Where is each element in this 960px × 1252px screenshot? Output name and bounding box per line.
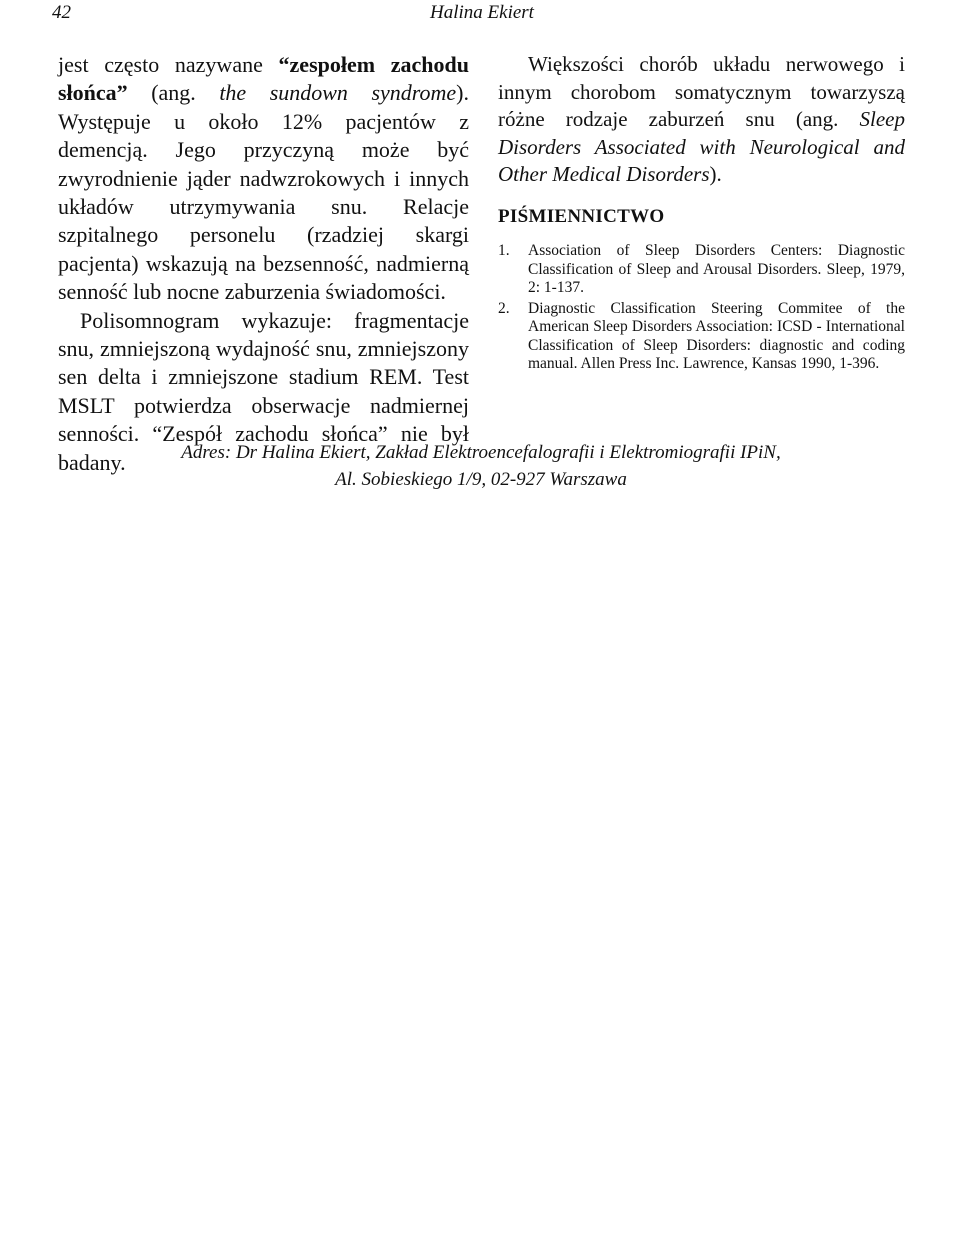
reference-number: 2. <box>498 299 510 317</box>
reference-item <box>498 300 905 374</box>
reference-number: 1. <box>498 242 510 259</box>
right-column <box>498 51 905 376</box>
text-span: jest często nazywane <box>58 52 279 77</box>
reference-list <box>498 242 905 374</box>
address-line-1: Adres: Dr Halina Ekiert, Zakład Elektroencefalografii i Elektromiografii IPiN, <box>181 442 781 463</box>
text-span: ). <box>709 162 722 186</box>
author-address <box>176 439 786 493</box>
address-line-2: Al. Sobieskiego 1/9, 02-927 Warszawa <box>335 469 627 490</box>
reference-text: Diagnostic Classification Steering Commitee of the American Sleep Disorders Association: ICSD - International Classification of Sleep Disorders: diagnostic and coding manual. Allen Press Inc. Lawrence, Kansas 1990, 1-396. <box>528 299 905 372</box>
italic-term: the sundown syndrome <box>219 80 457 106</box>
bold-term: “zespołem zachodu słońca” <box>58 52 470 106</box>
left-paragraph-1 <box>58 51 469 307</box>
text-span: (ang. <box>127 80 220 106</box>
italic-term: Sleep Disorders Associated with Neurological and Other Medical Disorders <box>498 107 905 186</box>
left-paragraph-2: Polisomnogram wykazuje: fragmentacje snu, zmniejszoną wydajność snu, zmniejszony sen delta i zmniejszone stadium REM. Test MSLT potwierdza obserwacje nadmiernej senności. “Zespół zachodu słońca” nie był badany. <box>58 307 469 475</box>
right-paragraph-1 <box>498 51 905 189</box>
reference-item <box>498 242 905 298</box>
text-span: Większości chorób układu nerwowego i innym chorobom somatycznym towarzyszą różne rodzaje zaburzeń snu (ang. <box>498 52 905 131</box>
reference-text: Association of Sleep Disorders Centers: Diagnostic Classification of Sleep and Arousal Disorders. Sleep, 1979, 2: 1-137. <box>528 242 905 296</box>
text-span: ). Występuje u około 12% pacjentów z demencją. Jego przyczyną może być zwyrodnienie jąder nadwzrokowych i innych układów utrzymywania snu. Relacje szpitalnego personelu (rzadziej skargi pacjenta) wskazują na bezsenność, nadmierną senność lub nocne zaburzenia świadomości. <box>58 80 469 305</box>
left-column <box>58 51 469 477</box>
page-number: 42 <box>52 2 71 23</box>
references-heading: PIŚMIENNICTWO <box>498 205 665 227</box>
running-head: Halina Ekiert <box>430 2 534 23</box>
